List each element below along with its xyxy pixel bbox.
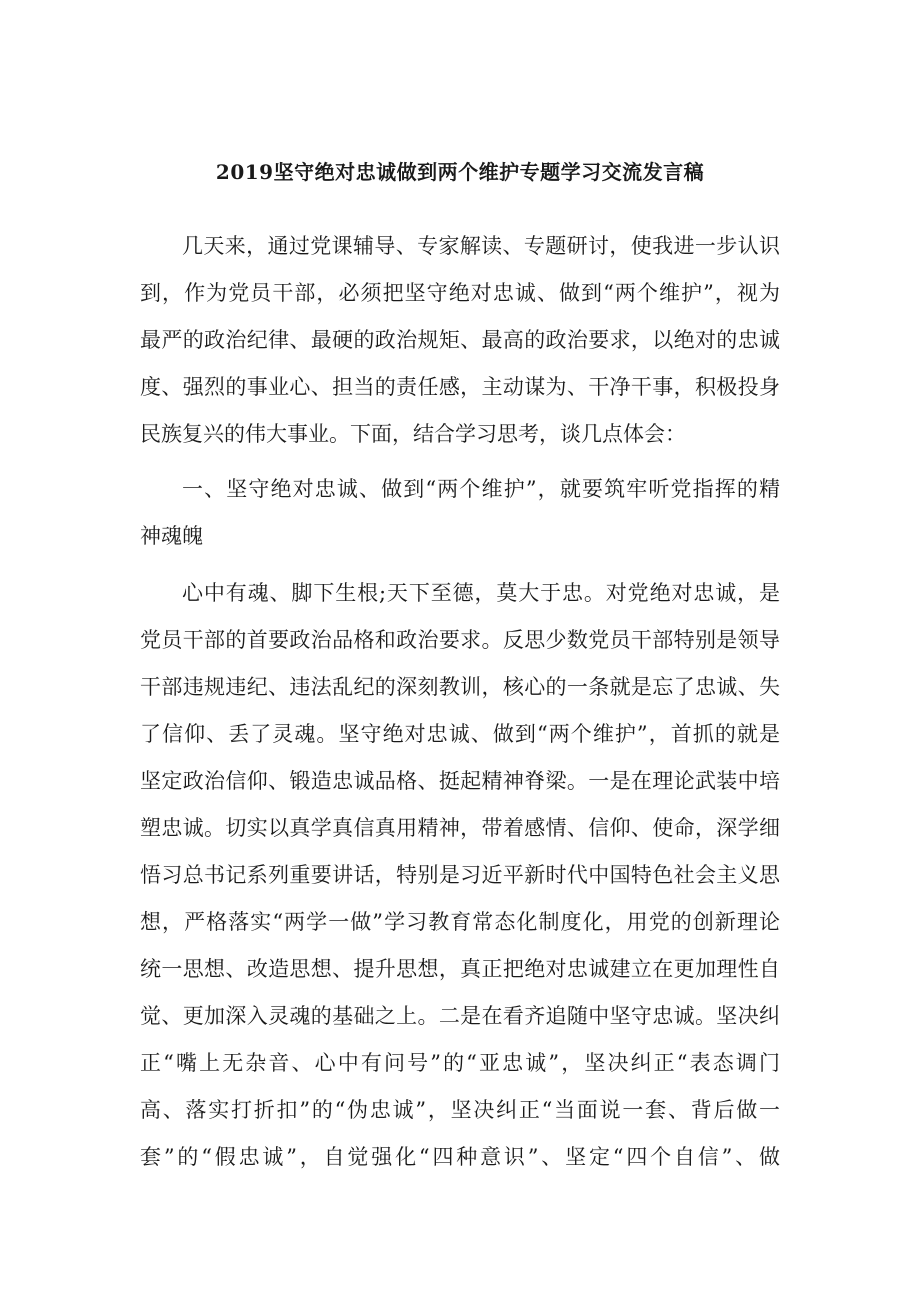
paragraph-line: 到，作为党员干部，必须把坚守绝对忠诚、做到“两个维护”，视为 xyxy=(140,281,780,305)
paragraph-line: 统一思想、改造思想、提升思想，真正把绝对忠诚建立在更加理性自 xyxy=(140,957,780,981)
paragraph-line: 正“嘴上无杂音、心中有问号”的“亚忠诚”，坚决纠正“表态调门 xyxy=(140,1051,780,1075)
paragraph-line: 套”的“假忠诚”，自觉强化“四种意识”、坚定“四个自信”、做 xyxy=(140,1145,780,1169)
paragraph-line: 干部违规违纪、违法乱纪的深刻教训，核心的一条就是忘了忠诚、失 xyxy=(140,675,780,699)
paragraph-line: 度、强烈的事业心、担当的责任感，主动谋为、干净干事，积极投身 xyxy=(140,375,780,399)
paragraph-line: 塑忠诚。切实以真学真信真用精神，带着感情、信仰、使命，深学细 xyxy=(140,816,780,840)
section-heading-1 xyxy=(140,466,780,560)
paragraph-line: 神魂魄 xyxy=(140,524,203,548)
paragraph-intro xyxy=(140,223,780,458)
paragraph-line: 党员干部的首要政治品格和政治要求。反思少数党员干部特别是领导 xyxy=(140,628,780,652)
paragraph-line: 民族复兴的伟大事业。下面，结合学习思考，谈几点体会： xyxy=(140,422,686,446)
document-title: 2019坚守绝对忠诚做到两个维护专题学习交流发言稿 xyxy=(215,160,705,184)
paragraph-line: 了信仰、丢了灵魂。坚守绝对忠诚、做到“两个维护”，首抓的就是 xyxy=(140,722,780,746)
paragraph-line: 心中有魂、脚下生根;天下至德，莫大于忠。对党绝对忠诚，是 xyxy=(182,581,780,605)
paragraph-line: 坚定政治信仰、锻造忠诚品格、挺起精神脊梁。一是在理论武装中培 xyxy=(140,769,780,793)
paragraph-line: 高、落实打折扣”的“伪忠诚”，坚决纠正“当面说一套、背后做一 xyxy=(140,1098,780,1122)
paragraph-line: 最严的政治纪律、最硬的政治规矩、最高的政治要求，以绝对的忠诚 xyxy=(140,328,780,352)
paragraph-line: 一、坚守绝对忠诚、做到“两个维护”，就要筑牢听党指挥的精 xyxy=(182,477,780,501)
paragraph-line: 悟习总书记系列重要讲话，特别是习近平新时代中国特色社会主义思 xyxy=(140,863,780,887)
paragraph-line: 几天来，通过党课辅导、专家解读、专题研讨，使我进一步认识 xyxy=(182,234,780,258)
paragraph-body xyxy=(140,570,780,1181)
paragraph-line: 想，严格落实“两学一做”学习教育常态化制度化，用党的创新理论 xyxy=(140,910,780,934)
paragraph-line: 觉、更加深入灵魂的基础之上。二是在看齐追随中坚守忠诚。坚决纠 xyxy=(140,1004,780,1028)
